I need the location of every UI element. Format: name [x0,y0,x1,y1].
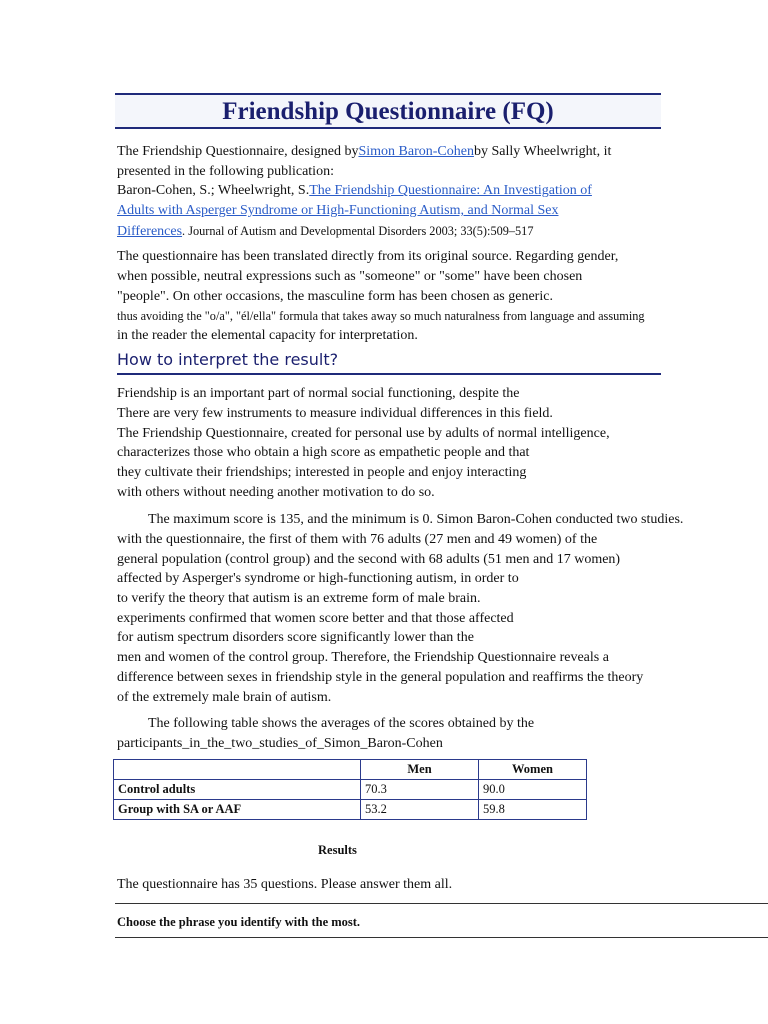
translation-line-3: "people". On other occasions, the masculine form has been chosen as generic. [117,289,553,304]
paragraph-2-line: The maximum score is 135, and the minimum is 0. Simon Baron-Cohen conducted two studies. [148,512,684,527]
paragraph-2-line: with the questionnaire, the first of them with 76 adults (27 men and 49 women) of the [117,532,598,547]
paragraph-1-line: with others without needing another motivation to do so. [117,485,435,500]
paragraph-2-line: general population (control group) and the second with 68 adults (51 men and 17 women) [117,552,621,567]
table-header-cell: Women [479,760,587,780]
table-row-label: Control adults [114,780,361,800]
paragraph-2-line: for autism spectrum disorders score significantly lower than the [117,630,474,645]
table-cell: 53.2 [361,800,479,820]
title-box [115,93,661,129]
paragraph-1-line: There are very few instruments to measure individual differences in this field. [117,406,553,421]
intro-text-b: by Sally Wheelwright, it [473,144,612,159]
divider-top [115,903,768,904]
table-cell: 70.3 [361,780,479,800]
paragraph-2-line: men and women of the control group. Therefore, the Friendship Questionnaire reveals a [117,650,609,665]
reference-line-1 [117,181,592,201]
intro-line-1 [117,142,611,162]
paragraph-1-line: characterizes those who obtain a high score as empathetic people and that [117,445,530,460]
section-heading: How to interpret the result? [117,349,661,375]
publication-link-part-2[interactable]: Adults with Asperger Syndrome or High-Functioning Autism, and Normal Sex [117,203,559,218]
paragraph-2-line: experiments confirmed that women score better and that those affected [117,611,514,626]
questions-note: The questionnaire has 35 questions. Please answer them all. [117,877,453,892]
table-cell: 90.0 [479,780,587,800]
translation-line-2: when possible, neutral expressions such as "someone" or "some" have been chosen [117,269,583,284]
translation-line-5: in the reader the elemental capacity for interpretation. [117,328,418,343]
paragraph-1-line: they cultivate their friendships; interested in people and enjoy interacting [117,465,527,480]
instruction-text: Choose the phrase you identify with the most. [117,915,361,929]
publication-link-part-1[interactable]: The Friendship Questionnaire: An Investigation of [309,183,592,198]
table-caption: Results [318,843,357,857]
author-link[interactable]: Simon Baron-Cohen [358,144,474,159]
journal-citation: . Journal of Autism and Developmental Disorders 2003; 33(5):509–517 [182,224,534,238]
table-header-cell [114,760,361,780]
translation-line-4: thus avoiding the "o/a", "él/ella" formula that takes away so much naturalness from language and assuming [117,309,645,323]
paragraph-2-line: affected by Asperger's syndrome or high-functioning autism, in order to [117,571,519,586]
paragraph-2-line: to verify the theory that autism is an extreme form of male brain. [117,591,481,606]
intro-text-a: The Friendship Questionnaire, designed by [117,144,359,159]
table-row-label: Group with SA or AAF [114,800,361,820]
table-cell: 59.8 [479,800,587,820]
reference-line-3 [117,221,533,242]
paragraph-2-line: difference between sexes in friendship style in the general population and reaffirms the theory [117,670,644,685]
table-header-cell: Men [361,760,479,780]
reference-prefix: Baron-Cohen, S.; Wheelwright, S. [117,183,310,198]
paragraph-1-line: The Friendship Questionnaire, created for personal use by adults of normal intelligence, [117,426,610,441]
paragraph-3-line: The following table shows the averages of the scores obtained by the [148,716,535,731]
table-row [114,780,587,800]
intro-line-2: presented in the following publication: [117,164,334,179]
page-title: Friendship Questionnaire (FQ) [222,98,554,125]
table-row [114,800,587,820]
scores-table [113,759,587,820]
publication-link-part-3[interactable]: Differences [117,224,183,239]
table-header-row [114,760,587,780]
paragraph-2-line: of the extremely male brain of autism. [117,690,332,705]
paragraph-1-line: Friendship is an important part of normal social functioning, despite the [117,386,520,401]
paragraph-3-line: participants_in_the_two_studies_of_Simon_Baron-Cohen [117,736,443,751]
translation-line-1: The questionnaire has been translated directly from its original source. Regarding gender, [117,249,619,264]
divider-bottom [115,937,768,938]
reference-line-2 [117,201,559,221]
